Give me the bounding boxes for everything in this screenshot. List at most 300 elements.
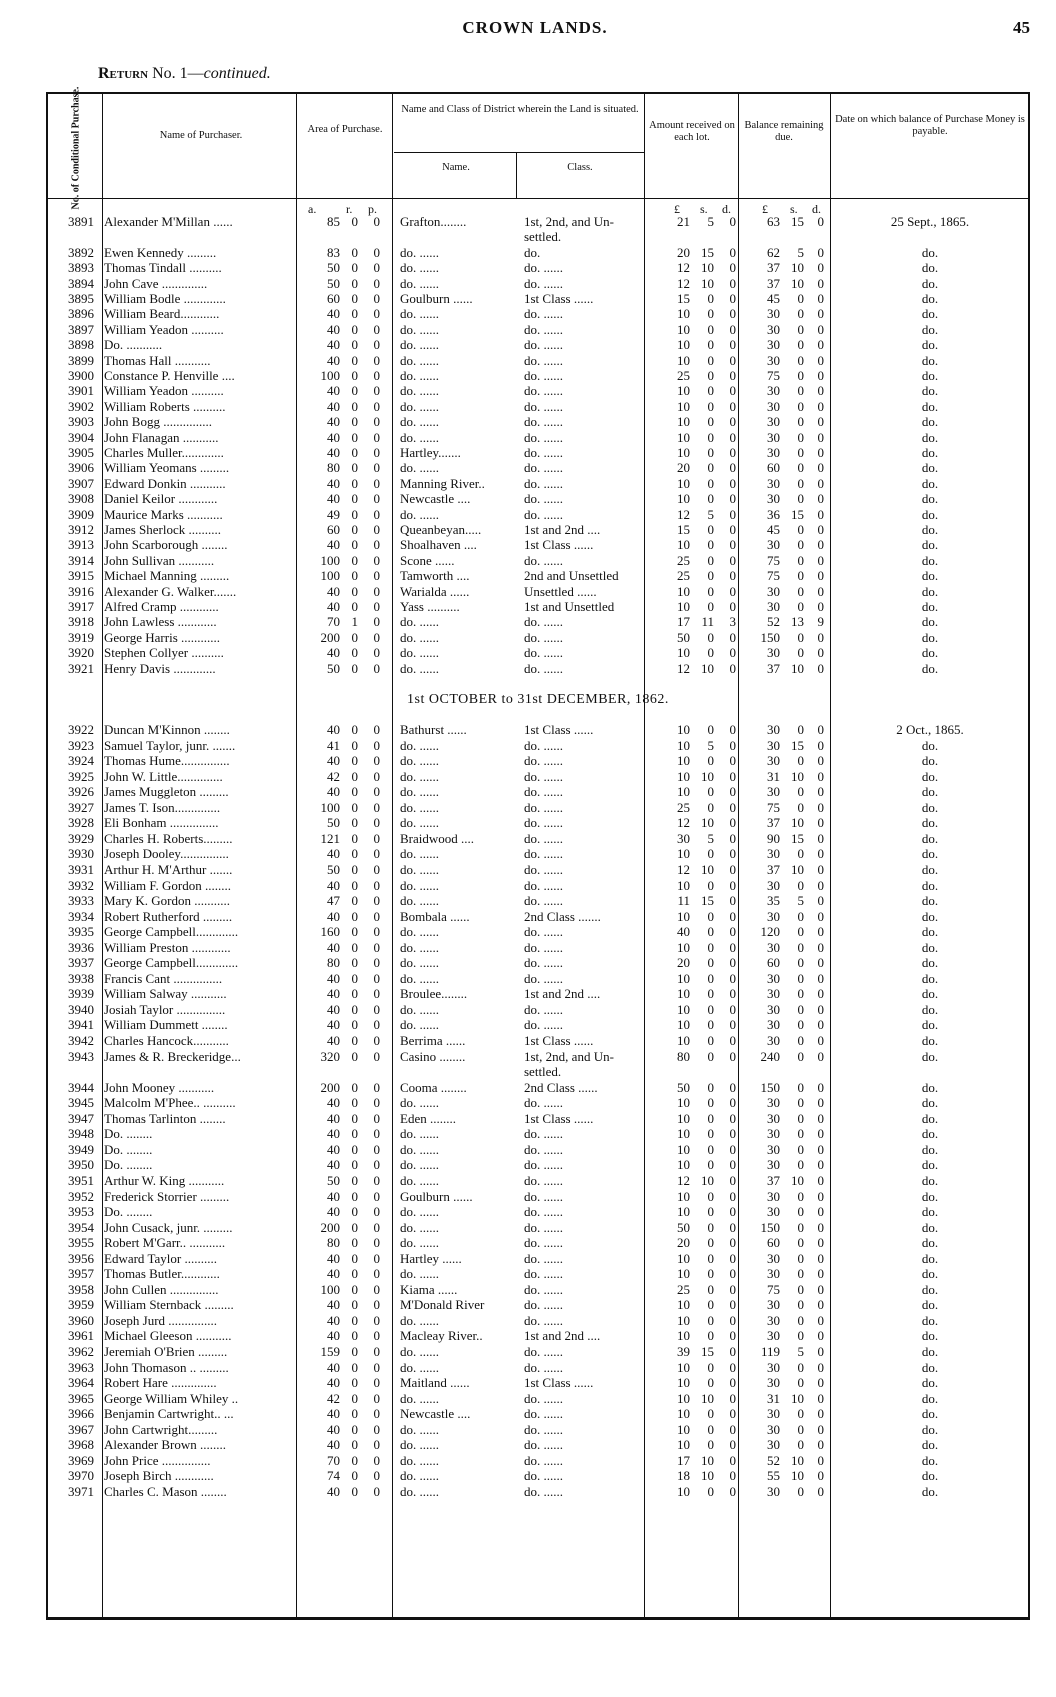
- due-date: do.: [921, 1406, 939, 1422]
- balance-pence: 0: [817, 1235, 824, 1251]
- amount-pounds: 25: [677, 552, 690, 568]
- balance-shillings: 0: [797, 1048, 804, 1064]
- area-perches: 0: [373, 1141, 380, 1157]
- purchaser-name: Charles H. Roberts.........: [104, 830, 233, 846]
- cp-number: 3970: [68, 1468, 94, 1484]
- balance-pounds: 30: [767, 1312, 780, 1328]
- balance-pence: 0: [817, 1312, 824, 1328]
- due-date: do.: [921, 1126, 939, 1142]
- balance-pounds: 75: [767, 1281, 780, 1297]
- balance-pounds: 60: [767, 460, 780, 476]
- amount-pounds: 10: [677, 321, 690, 337]
- balance-pence: 0: [817, 1110, 824, 1126]
- due-date: do.: [921, 629, 939, 645]
- balance-pounds: 30: [767, 491, 780, 507]
- district-class: do. ......: [524, 1095, 563, 1111]
- amount-pence: 0: [729, 383, 736, 399]
- amount-pounds: 10: [677, 1126, 690, 1142]
- balance-shillings: 0: [797, 599, 804, 614]
- amount-pounds: 10: [677, 939, 690, 955]
- amount-pence: 0: [729, 460, 736, 476]
- amount-pence: 0: [729, 908, 736, 924]
- header-district-group: Name and Class of District wherein the Land is situated.: [401, 104, 639, 115]
- area-acres: 41: [327, 737, 340, 753]
- district-class: do. ......: [524, 414, 563, 430]
- purchaser-name: George Harris ............: [104, 629, 221, 645]
- balance-pence: 0: [817, 1421, 824, 1437]
- header-no: No. of Conditional Purchase.: [70, 86, 82, 210]
- purchaser-name: Thomas Tindall ..........: [104, 260, 222, 276]
- district-name: M'Donald River: [400, 1297, 485, 1313]
- balance-pounds: 119: [760, 1344, 780, 1359]
- balance-pence: 0: [817, 1017, 824, 1033]
- cp-number: 3909: [68, 506, 94, 522]
- area-roods: 0: [351, 799, 358, 815]
- unit-pounds-amount: £: [674, 202, 680, 216]
- area-acres: 100: [320, 1281, 340, 1297]
- purchaser-name: William Yeomans .........: [104, 460, 230, 476]
- amount-pounds: 10: [677, 1250, 690, 1266]
- area-perches: 0: [373, 722, 380, 737]
- amount-shillings: 0: [707, 970, 714, 986]
- cp-number: 3891: [68, 214, 94, 229]
- area-perches: 0: [373, 1110, 380, 1126]
- area-acres: 40: [327, 1157, 340, 1173]
- balance-shillings: 0: [797, 1188, 804, 1204]
- area-perches: 0: [373, 660, 380, 676]
- area-acres: 50: [327, 1172, 340, 1188]
- balance-pounds: 30: [767, 429, 780, 445]
- district-class: do. ......: [524, 1468, 563, 1484]
- area-acres: 40: [327, 1126, 340, 1142]
- table-row: [48, 1142, 1028, 1158]
- district-name: Broulee........: [400, 986, 468, 1002]
- district-name: do. ......: [400, 306, 439, 322]
- table-row: [48, 445, 1028, 461]
- purchaser-name: John Lawless ............: [104, 614, 217, 630]
- purchaser-name: William Dummett ........: [104, 1017, 228, 1033]
- due-date: do.: [921, 583, 939, 599]
- area-roods: 0: [351, 893, 358, 909]
- district-class: do. ......: [524, 893, 563, 909]
- cp-number: 3943: [68, 1048, 94, 1064]
- amount-shillings: 0: [707, 1033, 714, 1048]
- area-perches: 0: [373, 1452, 380, 1468]
- amount-pounds: 10: [677, 1406, 690, 1422]
- amount-pounds: 25: [677, 568, 690, 584]
- balance-pounds: 30: [767, 1328, 780, 1344]
- balance-pence: 0: [817, 1344, 824, 1359]
- purchaser-name: Josiah Taylor ...............: [104, 1001, 226, 1017]
- area-acres: 40: [327, 1188, 340, 1204]
- balance-shillings: 0: [797, 1297, 804, 1313]
- purchaser-name: George William Whiley ..: [104, 1390, 239, 1406]
- area-acres: 74: [327, 1468, 340, 1484]
- district-class: 1st, 2nd, and Un-: [524, 214, 614, 229]
- area-perches: 0: [373, 893, 380, 909]
- amount-pounds: 40: [677, 924, 690, 940]
- area-acres: 100: [320, 552, 340, 568]
- balance-pence: 0: [817, 737, 824, 753]
- balance-shillings: 0: [797, 460, 804, 476]
- due-date: do.: [921, 1281, 939, 1297]
- amount-shillings: 0: [707, 1437, 714, 1453]
- amount-shillings: 0: [707, 1188, 714, 1204]
- amount-pounds: 10: [677, 1001, 690, 1017]
- district-class: 1st and Unsettled: [524, 599, 615, 614]
- cp-number: 3926: [68, 784, 94, 800]
- area-acres: 40: [327, 1312, 340, 1328]
- amount-pence: 0: [729, 260, 736, 276]
- cp-number: 3941: [68, 1017, 94, 1033]
- balance-pounds: 150: [760, 1219, 780, 1235]
- area-perches: 0: [373, 815, 380, 831]
- area-roods: 0: [351, 753, 358, 769]
- amount-shillings: 0: [707, 321, 714, 337]
- area-acres: 40: [327, 414, 340, 430]
- amount-pounds: 21: [677, 214, 690, 229]
- amount-shillings: 0: [707, 429, 714, 445]
- amount-pence: 0: [729, 1188, 736, 1204]
- amount-shillings: 0: [707, 306, 714, 322]
- balance-pounds: 30: [767, 1188, 780, 1204]
- balance-pence: 0: [817, 970, 824, 986]
- amount-pence: 0: [729, 1281, 736, 1297]
- area-acres: 60: [327, 291, 340, 306]
- balance-pence: 0: [817, 475, 824, 491]
- area-acres: 159: [320, 1344, 340, 1359]
- amount-pounds: 25: [677, 1281, 690, 1297]
- district-name: do. ......: [400, 352, 439, 368]
- area-acres: 40: [327, 429, 340, 445]
- cp-number: 3919: [68, 629, 94, 645]
- amount-pence: 0: [729, 491, 736, 507]
- balance-pence: 0: [817, 506, 824, 522]
- amount-shillings: 0: [707, 414, 714, 430]
- return-title-number: No. 1—: [152, 65, 204, 82]
- balance-shillings: 0: [797, 1095, 804, 1111]
- district-class: 1st and 2nd ....: [524, 986, 601, 1002]
- area-acres: 40: [327, 398, 340, 414]
- district-name: Berrima ......: [400, 1033, 466, 1048]
- amount-pounds: 10: [677, 398, 690, 414]
- district-name: Hartley.......: [400, 445, 461, 460]
- section-heading: 1st OCTOBER to 31st DECEMBER, 1862.: [407, 692, 669, 707]
- amount-pence: 0: [729, 1421, 736, 1437]
- area-perches: 0: [373, 1312, 380, 1328]
- amount-pounds: 50: [677, 1219, 690, 1235]
- area-roods: 0: [351, 1126, 358, 1142]
- balance-pence: 0: [817, 260, 824, 276]
- district-class: do. ......: [524, 1172, 563, 1188]
- due-date: do.: [921, 1390, 939, 1406]
- district-name: do. ......: [400, 414, 439, 430]
- purchaser-name: John Price ...............: [104, 1452, 211, 1468]
- area-roods: 0: [351, 877, 358, 893]
- district-name: Queanbeyan.....: [400, 522, 482, 537]
- cp-number: 3967: [68, 1421, 94, 1437]
- due-date: do.: [921, 1110, 939, 1126]
- table-row: [48, 491, 1028, 507]
- balance-pounds: 30: [767, 939, 780, 955]
- due-date: do.: [921, 986, 939, 1002]
- balance-pence: 0: [817, 429, 824, 445]
- header-district-class: Class.: [567, 162, 593, 173]
- balance-pence: 0: [817, 830, 824, 846]
- cp-number: 3896: [68, 306, 94, 322]
- area-perches: 0: [373, 1048, 380, 1064]
- district-name: Tamworth ....: [400, 568, 470, 584]
- amount-pounds: 50: [677, 1079, 690, 1095]
- balance-shillings: 0: [797, 352, 804, 368]
- district-class: do. ......: [524, 383, 563, 399]
- purchaser-name: John Cullen ...............: [104, 1281, 219, 1297]
- balance-shillings: 10: [791, 815, 804, 831]
- district-class: do. ......: [524, 1126, 563, 1142]
- area-acres: 40: [327, 1001, 340, 1017]
- area-acres: 40: [327, 970, 340, 986]
- amount-pounds: 10: [677, 1033, 690, 1048]
- due-date: do.: [921, 1048, 939, 1064]
- district-class: do. ......: [524, 815, 563, 831]
- amount-pence: 3: [729, 614, 736, 630]
- balance-pence: 0: [817, 537, 824, 553]
- table-row: [48, 909, 1028, 925]
- area-acres: 40: [327, 1110, 340, 1126]
- balance-shillings: 0: [797, 1157, 804, 1173]
- purchaser-name: Eli Bonham ...............: [104, 815, 219, 831]
- cp-number: 3934: [68, 908, 94, 924]
- purchaser-name: William Preston ............: [104, 939, 231, 955]
- balance-pounds: 30: [767, 1421, 780, 1437]
- header-district-name: Name.: [442, 162, 470, 173]
- table-row: [48, 430, 1028, 446]
- area-roods: 0: [351, 522, 358, 537]
- district-name: do. ......: [400, 614, 439, 630]
- cp-number: 3944: [68, 1079, 94, 1095]
- district-class: 1st Class ......: [524, 1033, 594, 1048]
- table-row: [48, 245, 1028, 261]
- purchaser-name: John Cusack, junr. .........: [104, 1219, 233, 1235]
- purchaser-name: Robert Hare ..............: [104, 1375, 217, 1391]
- purchaser-name: James & R. Breckeridge...: [104, 1048, 241, 1064]
- due-date: do.: [921, 799, 939, 815]
- amount-pounds: 10: [677, 475, 690, 491]
- amount-pounds: 10: [677, 970, 690, 986]
- amount-pence: 0: [729, 291, 736, 306]
- amount-pounds: 10: [677, 1188, 690, 1204]
- amount-pence: 0: [729, 1483, 736, 1499]
- due-date: do.: [921, 861, 939, 877]
- district-class: do. ......: [524, 1312, 563, 1328]
- due-date: do.: [921, 815, 939, 831]
- amount-pence: 0: [729, 1312, 736, 1328]
- amount-shillings: 0: [707, 939, 714, 955]
- district-class: do. ......: [524, 768, 563, 784]
- cp-number: 3901: [68, 383, 94, 399]
- cp-number: 3904: [68, 429, 94, 445]
- district-class: do. ......: [524, 939, 563, 955]
- district-name: do. ......: [400, 893, 439, 909]
- table-row: [48, 1126, 1028, 1142]
- district-name: do. ......: [400, 398, 439, 414]
- table-row: [48, 584, 1028, 600]
- balance-pence: 0: [817, 445, 824, 460]
- balance-shillings: 0: [797, 986, 804, 1002]
- amount-shillings: 0: [707, 337, 714, 353]
- due-date: do.: [921, 768, 939, 784]
- balance-shillings: 15: [791, 506, 804, 522]
- cp-number: 3899: [68, 352, 94, 368]
- area-acres: 40: [327, 537, 340, 553]
- due-date: do.: [921, 1033, 939, 1048]
- area-acres: 50: [327, 660, 340, 676]
- due-date: do.: [921, 1421, 939, 1437]
- district-name: do. ......: [400, 368, 439, 383]
- amount-shillings: 0: [707, 475, 714, 491]
- balance-pence: 0: [817, 1452, 824, 1468]
- area-acres: 60: [327, 522, 340, 537]
- unit-perches: p.: [368, 202, 377, 216]
- balance-shillings: 10: [791, 768, 804, 784]
- district-class: do. ......: [524, 321, 563, 337]
- balance-pence: 0: [817, 768, 824, 784]
- balance-shillings: 0: [797, 368, 804, 383]
- district-class: do. ......: [524, 1157, 563, 1173]
- balance-pence: 0: [817, 491, 824, 507]
- table-row: [48, 1266, 1028, 1282]
- area-perches: 0: [373, 737, 380, 753]
- area-acres: 80: [327, 460, 340, 476]
- balance-pence: 0: [817, 1157, 824, 1173]
- table-row: [48, 291, 1028, 307]
- area-roods: 0: [351, 1297, 358, 1313]
- due-date: do.: [921, 337, 939, 353]
- purchaser-name: Arthur W. King ...........: [104, 1172, 225, 1188]
- balance-shillings: 0: [797, 924, 804, 940]
- amount-pence: 0: [729, 645, 736, 661]
- district-class: do. ......: [524, 337, 563, 353]
- cp-number: 3924: [68, 753, 94, 769]
- area-acres: 40: [327, 475, 340, 491]
- balance-shillings: 0: [797, 1219, 804, 1235]
- district-class: do. ......: [524, 1359, 563, 1375]
- table-row: [48, 214, 1028, 230]
- balance-pence: 0: [817, 1126, 824, 1142]
- purchaser-name: Daniel Keilor ............: [104, 491, 218, 507]
- area-roods: 0: [351, 1483, 358, 1499]
- area-acres: 40: [327, 1421, 340, 1437]
- balance-pounds: 30: [767, 1141, 780, 1157]
- balance-shillings: 0: [797, 1001, 804, 1017]
- balance-pounds: 30: [767, 306, 780, 322]
- area-perches: 0: [373, 846, 380, 862]
- due-date: do.: [921, 924, 939, 940]
- area-perches: 0: [373, 877, 380, 893]
- amount-pounds: 20: [677, 955, 690, 971]
- balance-shillings: 0: [797, 846, 804, 862]
- district-class: do. ......: [524, 552, 563, 568]
- due-date: do.: [921, 522, 939, 537]
- balance-pence: 0: [817, 1359, 824, 1375]
- amount-pounds: 10: [677, 753, 690, 769]
- balance-pounds: 31: [767, 1390, 780, 1406]
- cp-number: 3917: [68, 599, 94, 614]
- balance-shillings: 13: [791, 614, 804, 630]
- purchaser-name: John Scarborough ........: [104, 537, 228, 553]
- balance-pence: 0: [817, 784, 824, 800]
- district-name: do. ......: [400, 506, 439, 522]
- balance-shillings: 0: [797, 291, 804, 306]
- purchaser-name: Do. ........: [104, 1204, 153, 1220]
- balance-pence: 0: [817, 1483, 824, 1499]
- district-class: do. ......: [524, 1344, 563, 1359]
- area-perches: 0: [373, 1219, 380, 1235]
- balance-pence: 0: [817, 1048, 824, 1064]
- table-row: [48, 1111, 1028, 1127]
- amount-pence: 0: [729, 924, 736, 940]
- due-date: do.: [921, 1468, 939, 1484]
- district-class: do. ......: [524, 1188, 563, 1204]
- table-row: [48, 1484, 1028, 1500]
- area-perches: 0: [373, 460, 380, 476]
- balance-pounds: 30: [767, 337, 780, 353]
- purchaser-name: Joseph Birch ............: [104, 1468, 214, 1484]
- area-acres: 42: [327, 1390, 340, 1406]
- amount-pounds: 12: [677, 660, 690, 676]
- due-date: do.: [921, 1079, 939, 1095]
- balance-pence: 0: [817, 1001, 824, 1017]
- amount-pence: 0: [729, 737, 736, 753]
- amount-pounds: 10: [677, 352, 690, 368]
- header-divider: [394, 152, 644, 153]
- amount-pence: 0: [729, 275, 736, 291]
- area-roods: 0: [351, 260, 358, 276]
- amount-shillings: 10: [701, 1452, 714, 1468]
- area-roods: 0: [351, 986, 358, 1002]
- purchaser-name: John Bogg ...............: [104, 414, 212, 430]
- purchaser-name: William Salway ...........: [104, 986, 227, 1002]
- balance-pounds: 30: [767, 970, 780, 986]
- table-row: [48, 1328, 1028, 1344]
- balance-shillings: 5: [797, 893, 804, 909]
- amount-pounds: 10: [677, 1483, 690, 1499]
- amount-shillings: 0: [707, 599, 714, 614]
- district-name: do. ......: [400, 460, 439, 476]
- purchaser-name: Thomas Tarlinton ........: [104, 1110, 226, 1126]
- district-class: do. ......: [524, 861, 563, 877]
- area-acres: 85: [327, 214, 340, 229]
- due-date: do.: [921, 1328, 939, 1344]
- balance-pence: 0: [817, 1188, 824, 1204]
- purchaser-name: Arthur H. M'Arthur .......: [104, 861, 233, 877]
- area-roods: 0: [351, 506, 358, 522]
- balance-pounds: 52: [767, 1452, 780, 1468]
- purchaser-name: James T. Ison..............: [104, 799, 221, 815]
- due-date: do.: [921, 737, 939, 753]
- balance-pounds: 30: [767, 445, 780, 460]
- cp-number: 3916: [68, 583, 94, 599]
- balance-shillings: 0: [797, 1359, 804, 1375]
- table-row: [48, 769, 1028, 785]
- district-name: Cooma ........: [400, 1079, 467, 1095]
- area-roods: 0: [351, 491, 358, 507]
- cp-number: 3963: [68, 1359, 94, 1375]
- area-acres: 40: [327, 1204, 340, 1220]
- area-acres: 80: [327, 1235, 340, 1251]
- purchaser-name: James Muggleton .........: [104, 784, 229, 800]
- unit-pence-amount: d.: [722, 202, 731, 216]
